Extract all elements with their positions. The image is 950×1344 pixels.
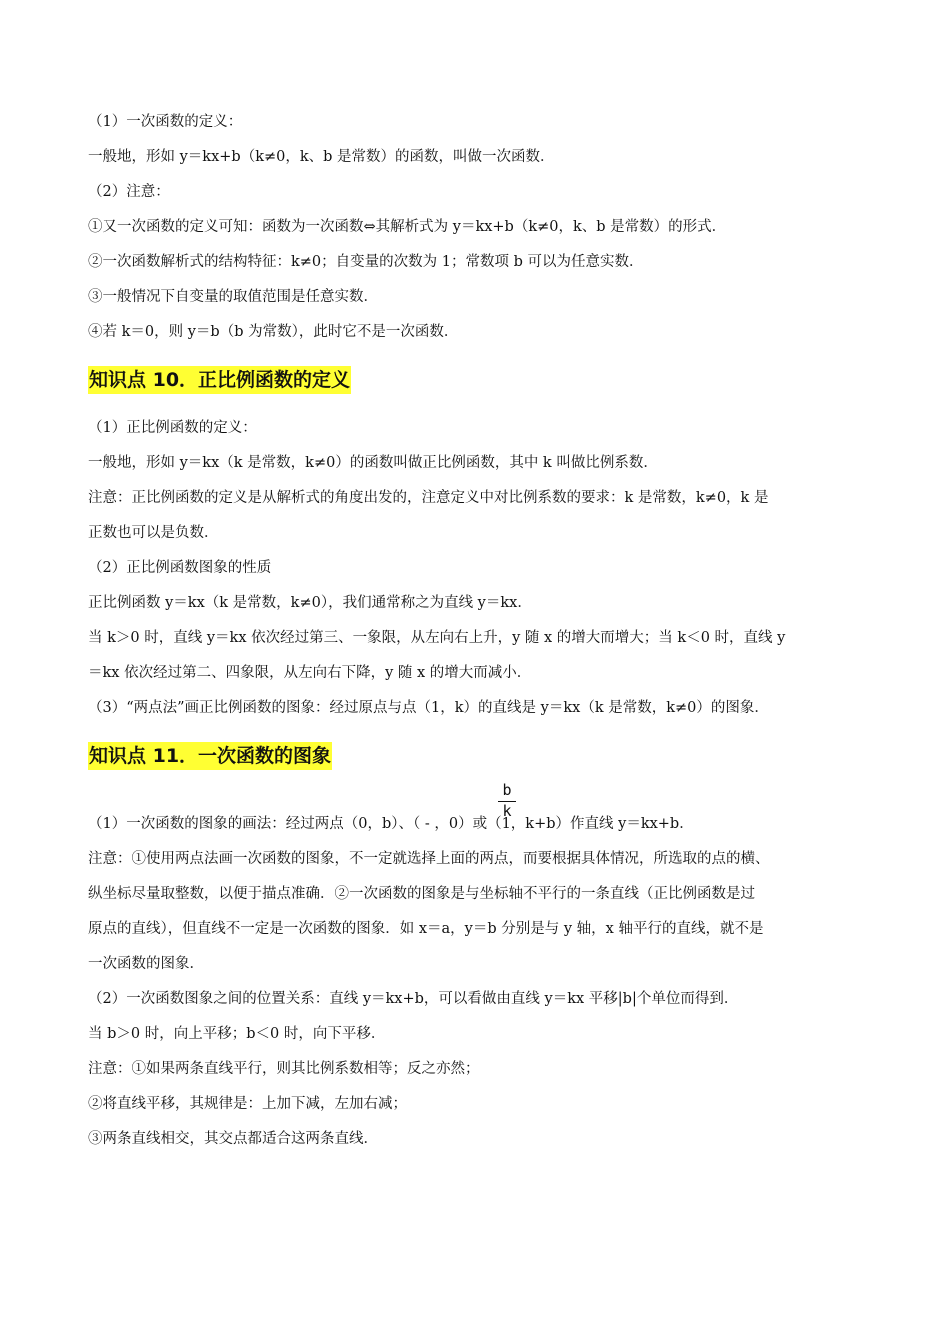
paragraph: ＝kx 依次经过第二、四象限，从左向右下降，y 随 x 的增大而减小． <box>88 665 532 681</box>
paragraph-text: （1）一次函数的图象的画法：经过两点（0，b）、（ - ，0）或（1，k+b）作直线 y＝kx+b． <box>88 816 694 832</box>
paragraph: 注意：①如果两条直线平行，则其比例系数相等；反之亦然； <box>88 1061 480 1077</box>
paragraph: ③一般情况下自变量的取值范围是任意实数． <box>88 289 378 305</box>
fraction-numerator: b <box>502 781 512 799</box>
paragraph: 一次函数的图象． <box>88 956 204 972</box>
paragraph: 一般地，形如 y＝kx（k 是常数，k≠0）的函数叫做正比例函数，其中 k 叫做比例系数． <box>88 455 658 471</box>
highlighted-heading: 知识点 11．一次函数的图象 <box>88 742 332 770</box>
section-heading-10 <box>88 366 878 396</box>
highlighted-heading: 知识点 10．正比例函数的定义 <box>88 366 351 394</box>
paragraph: （2）一次函数图象之间的位置关系：直线 y＝kx+b，可以看做由直线 y＝kx 平移|b|个单位而得到． <box>88 991 739 1007</box>
paragraph: 注意：①使用两点法画一次函数的图象，不一定就选择上面的两点，而要根据具体情况，所选取的点的横、 <box>88 851 770 867</box>
paragraph: 原点的直线），但直线不一定是一次函数的图象．如 x＝a，y＝b 分别是与 y 轴，x 轴平行的直线，就不是 <box>88 921 764 937</box>
fraction-denominator: k <box>502 802 512 820</box>
paragraph: ②一次函数解析式的结构特征：k≠0；自变量的次数为 1；常数项 b 可以为任意实数． <box>88 254 644 270</box>
paragraph: ④若 k＝0，则 y＝b（b 为常数），此时它不是一次函数． <box>88 324 459 340</box>
paragraph: ②将直线平移，其规律是：上加下减，左加右减； <box>88 1096 407 1112</box>
paragraph-with-fraction <box>88 781 878 834</box>
paragraph: 纵坐标尽量取整数，以便于描点准确．②一次函数的图象是与坐标轴不平行的一条直线（正比例函数是过 <box>88 886 755 902</box>
document-page <box>88 112 878 1149</box>
paragraph: （2）正比例函数图象的性质 <box>88 560 272 576</box>
paragraph: 注意：正比例函数的定义是从解析式的角度出发的，注意定义中对比例系数的要求：k 是常数，k≠0，k 是 <box>88 490 769 506</box>
section-heading-11 <box>88 742 878 772</box>
paragraph: 正数也可以是负数． <box>88 525 219 541</box>
section-proportional-function <box>88 418 878 718</box>
paragraph: 一般地，形如 y＝kx+b（k≠0，k、b 是常数）的函数，叫做一次函数． <box>88 149 555 165</box>
paragraph: （2）注意： <box>88 184 170 200</box>
section-linear-function-graph <box>88 781 878 1149</box>
section-linear-function-definition <box>88 112 878 342</box>
paragraph: 当 k＞0 时，直线 y＝kx 依次经过第三、一象限，从左向右上升，y 随 x 的增大而增大；当 k＜0 时，直线 y <box>88 630 786 646</box>
paragraph: （1）正比例函数的定义： <box>88 420 257 436</box>
paragraph: （1）一次函数的定义： <box>88 114 243 130</box>
paragraph: （3）“两点法”画正比例函数的图象：经过原点与点（1，k）的直线是 y＝kx（k 是常数，k≠0）的图象． <box>88 700 769 716</box>
fraction-b-over-k <box>496 781 518 820</box>
paragraph: 正比例函数 y＝kx（k 是常数，k≠0），我们通常称之为直线 y＝kx． <box>88 595 532 611</box>
paragraph: 当 b＞0 时，向上平移；b＜0 时，向下平移． <box>88 1026 386 1042</box>
paragraph: ①又一次函数的定义可知：函数为一次函数⇔其解析式为 y＝kx+b（k≠0，k、b 是常数）的形式． <box>88 219 727 235</box>
paragraph: ③两条直线相交，其交点都适合这两条直线． <box>88 1131 378 1147</box>
